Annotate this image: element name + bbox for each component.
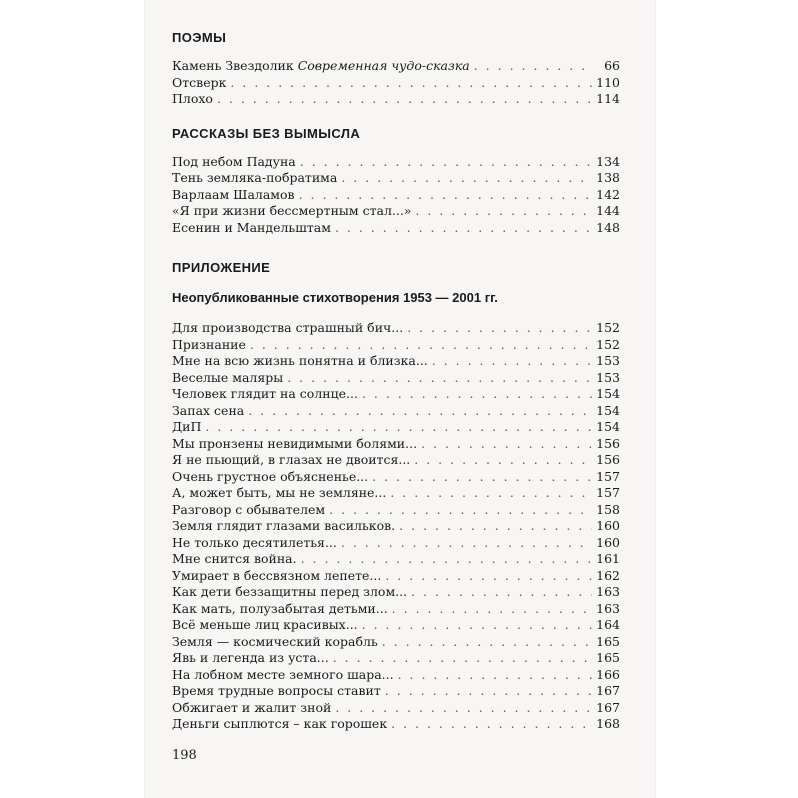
dot-leader [287, 370, 592, 387]
toc-entry [172, 469, 620, 486]
toc-entry-title: А, может быть, мы не земляне... [172, 485, 387, 500]
toc-entry-page: 162 [596, 567, 620, 583]
section-heading-poems: ПОЭМЫ [172, 30, 227, 45]
toc-entry-page: 153 [596, 369, 620, 385]
page-number: 198 [172, 748, 197, 763]
dot-leader [299, 187, 592, 204]
toc-entry-title: Как мать, полузабытая детьми... [172, 600, 388, 616]
toc-entry [172, 203, 620, 220]
toc-entry-title: Деньги сыплются – как горошек [172, 716, 388, 731]
dot-leader [341, 170, 592, 187]
toc-entry [172, 634, 620, 651]
toc-entry-page: 164 [596, 617, 620, 632]
toc-entry-page: 154 [596, 386, 620, 401]
toc-entry [172, 601, 620, 618]
toc-entry-title: Явь и легенда из уста... [172, 650, 329, 665]
toc-entry [172, 75, 620, 92]
toc-entry [172, 716, 620, 733]
dot-leader [362, 386, 592, 403]
dot-leader [392, 601, 592, 618]
toc-entry-page: 160 [596, 518, 620, 533]
dot-leader [341, 535, 592, 552]
dot-leader [385, 683, 592, 700]
toc-entry-page: 144 [596, 203, 620, 218]
dot-leader [411, 584, 592, 601]
toc-entry-title: Умирает в бессвязном лепете... [172, 567, 382, 583]
toc-list-appendix [172, 320, 620, 733]
toc-entry [172, 187, 620, 204]
toc-entry-page: 134 [596, 153, 620, 169]
toc-entry-page: 152 [596, 320, 620, 335]
dot-leader [301, 551, 592, 568]
toc-entry [172, 320, 620, 337]
toc-entry [172, 91, 620, 108]
toc-entry-page: 152 [596, 336, 620, 352]
toc-entry-page: 163 [596, 584, 620, 599]
dot-leader [415, 203, 592, 220]
toc-entry-title: ДиП [172, 419, 202, 434]
toc-entry-title: «Я при жизни бессмертным стал...» [172, 203, 412, 218]
toc-entry [172, 502, 620, 519]
toc-entry-title: Разговор с обывателем [172, 501, 326, 517]
dot-leader [414, 452, 592, 469]
toc-entry-title: Земля — космический корабль [172, 633, 378, 649]
toc-entry-title: Земля глядит глазами васильков. [172, 518, 396, 533]
toc-entry-page: 157 [596, 468, 620, 484]
dot-leader [335, 220, 592, 237]
toc-entry-page: 154 [596, 402, 620, 418]
dot-leader [362, 617, 592, 634]
toc-entry-page: 110 [596, 74, 620, 90]
toc-entry-page: 158 [596, 501, 620, 517]
toc-entry-title: Не только десятилетья... [172, 534, 337, 550]
toc-entry-page: 161 [596, 551, 620, 566]
toc-entry [172, 518, 620, 535]
toc-entry [172, 584, 620, 601]
toc-entry-title: Как дети беззащитны перед злом... [172, 584, 408, 599]
dot-leader [333, 650, 592, 667]
dot-leader [372, 469, 592, 486]
toc-entry-title: Отсверк [172, 74, 227, 90]
toc-entry-page: 156 [596, 435, 620, 451]
toc-entry-title: Обжигает и жалит зной [172, 699, 332, 715]
toc-entry-title: Для производства страшный бич... [172, 320, 404, 335]
toc-entry [172, 403, 620, 420]
toc-entry-subtitle: Современная чудо-сказка [297, 58, 470, 73]
toc-entry-page: 154 [596, 419, 620, 434]
toc-entry [172, 353, 620, 370]
toc-entry [172, 58, 620, 75]
toc-entry-title: Мне снится война. [172, 551, 297, 566]
toc-entry-title: Я не пьющий, в глазах не двоится... [172, 452, 411, 467]
dot-leader [385, 568, 592, 585]
toc-entry [172, 386, 620, 403]
toc-entry-page: 148 [596, 219, 620, 235]
dot-leader [248, 403, 592, 420]
subsection-heading: Неопубликованные стихотворения 1953 — 2001 гг. [172, 290, 498, 305]
toc-entry-page: 167 [596, 683, 620, 698]
toc-entry [172, 683, 620, 700]
section-heading-stories: РАССКАЗЫ БЕЗ ВЫМЫСЛА [172, 125, 361, 141]
dot-leader [474, 58, 592, 75]
toc-entry-page: 163 [596, 600, 620, 616]
dot-leader [300, 154, 592, 171]
toc-entry [172, 485, 620, 502]
toc-entry-page: 160 [596, 534, 620, 550]
toc-entry-page: 165 [596, 633, 620, 649]
toc-entry [172, 337, 620, 354]
toc-entry [172, 617, 620, 634]
toc-entry [172, 535, 620, 552]
dot-leader [250, 337, 592, 354]
dot-leader [230, 75, 592, 92]
toc-entry-page: 157 [596, 485, 620, 500]
toc-entry-title: Есенин и Мандельштам [172, 219, 331, 235]
table-of-contents [172, 26, 620, 733]
toc-entry [172, 170, 620, 187]
toc-entry-title: Веселые маляры [172, 369, 284, 385]
dot-leader [398, 667, 592, 684]
toc-list-poems [172, 58, 620, 108]
toc-entry-page: 166 [596, 666, 620, 682]
toc-entry-title: Варлаам Шаламов [172, 186, 295, 202]
toc-entry [172, 667, 620, 684]
toc-entry-title: Камень Звездолик Современная чудо-сказка [172, 58, 470, 73]
dot-leader [205, 419, 592, 436]
toc-entry-page: 168 [596, 716, 620, 731]
toc-entry-page: 153 [596, 353, 620, 368]
dot-leader [432, 353, 592, 370]
toc-entry [172, 419, 620, 436]
dot-leader [399, 518, 592, 535]
dot-leader [390, 485, 592, 502]
toc-entry [172, 154, 620, 171]
dot-leader [421, 436, 592, 453]
toc-entry-page: 138 [596, 170, 620, 185]
toc-list-stories [172, 154, 620, 237]
book-page [145, 0, 655, 798]
toc-entry-page: 66 [604, 58, 620, 73]
toc-entry [172, 551, 620, 568]
toc-entry [172, 452, 620, 469]
toc-entry-title: Признание [172, 336, 246, 352]
toc-entry-page: 165 [596, 650, 620, 665]
toc-entry-page: 167 [596, 699, 620, 715]
toc-entry-page: 114 [596, 91, 620, 106]
toc-entry-title: Мы пронзены невидимыми болями... [172, 435, 418, 451]
toc-entry-page: 142 [596, 186, 620, 202]
toc-entry-title: Запах сена [172, 402, 245, 418]
toc-entry [172, 700, 620, 717]
toc-entry [172, 568, 620, 585]
dot-leader [335, 700, 592, 717]
dot-leader [329, 502, 592, 519]
toc-entry-title: Очень грустное объясненье... [172, 468, 369, 484]
dot-leader [407, 320, 592, 337]
toc-entry [172, 370, 620, 387]
dot-leader [217, 91, 592, 108]
toc-entry-title: Всё меньше лиц красивых... [172, 617, 358, 632]
toc-entry-title: Тень земляка-побратима [172, 170, 338, 185]
toc-entry [172, 650, 620, 667]
toc-entry-title: Плохо [172, 91, 213, 106]
toc-entry-title: Мне на всю жизнь понятна и близка... [172, 353, 428, 368]
toc-entry-title: Человек глядит на солнце... [172, 386, 358, 401]
toc-entry-title: Время трудные вопросы ставит [172, 683, 381, 698]
section-heading-appendix: ПРИЛОЖЕНИЕ [172, 260, 271, 275]
toc-entry-title: На лобном месте земного шара... [172, 666, 394, 682]
dot-leader [391, 716, 592, 733]
toc-entry-title: Под небом Падуна [172, 153, 296, 169]
toc-entry-page: 156 [596, 452, 620, 467]
toc-entry [172, 436, 620, 453]
toc-entry [172, 220, 620, 237]
dot-leader [382, 634, 592, 651]
